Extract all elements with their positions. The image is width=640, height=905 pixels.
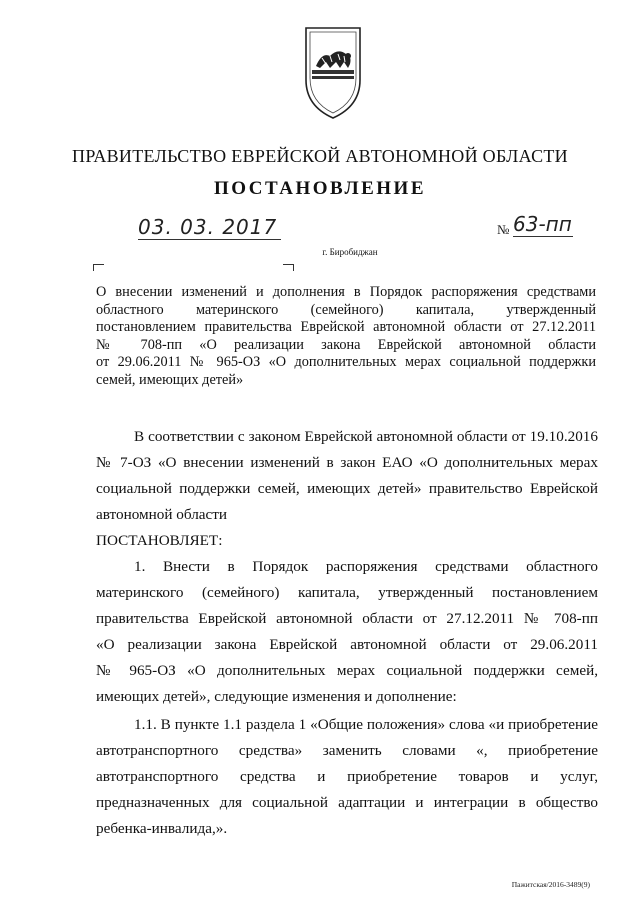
city: г. Биробиджан <box>322 247 378 257</box>
item-1-1-paragraph <box>96 712 598 842</box>
subject-line: от 29.06.2011 № 965-ОЗ «О дополнительных мерах социальной поддержки <box>96 354 596 371</box>
coat-of-arms-icon <box>300 18 366 122</box>
subject-line: семей, имеющих детей» <box>96 371 244 388</box>
paragraph-line: правительства Еврейской автономной области от 27.12.2011 № 708-пп <box>96 610 598 627</box>
paragraph-line: социальной поддержки семей, имеющих детей» правительство Еврейской <box>96 480 598 497</box>
subject-line: областного материнского (семейного) капитала, утвержденный <box>96 301 596 318</box>
paragraph-line: автономной области <box>96 506 228 523</box>
preamble-paragraph <box>96 424 598 528</box>
document-subject <box>96 284 596 390</box>
paragraph-line: материнского (семейного) капитала, утвержденный постановлением <box>96 584 598 601</box>
paragraph-line: 1.1. В пункте 1.1 раздела 1 «Общие положения» слова «и приобретение <box>134 716 598 733</box>
paragraph-line: имеющих детей», следующие изменения и дополнение: <box>96 688 457 705</box>
paragraph-line: предназначенных для социальной адаптации и интеграции в общество <box>96 794 598 811</box>
item-1-paragraph <box>96 554 598 710</box>
government-name: ПРАВИТЕЛЬСТВО ЕВРЕЙСКОЙ АВТОНОМНОЙ ОБЛАСТИ <box>72 146 568 166</box>
number-sign: № <box>497 222 510 237</box>
document-type: ПОСТАНОВЛЕНИЕ <box>213 178 427 199</box>
paragraph-line: № 965-ОЗ «О дополнительных мерах социальной поддержки семей, <box>96 662 598 679</box>
paragraph-line: ребенка-инвалида,». <box>96 820 228 837</box>
paragraph-line: В соответствии с законом Еврейской автономной области от 19.10.2016 <box>134 428 598 445</box>
subject-corner-right <box>283 264 294 271</box>
footer-reference: Пажитская/2016-3489(9) <box>511 880 590 889</box>
paragraph-line: автотранспортного средства и приобретение товаров и услуг, <box>96 768 598 785</box>
subject-line: постановлением правительства Еврейской автономной области от 27.12.2011 <box>96 319 596 336</box>
decree-word: ПОСТАНОВЛЯЕТ: <box>96 532 223 549</box>
subject-line: О внесении изменений и дополнения в Порядок распоряжения средствами <box>96 284 596 300</box>
paragraph-line: 1. Внести в Порядок распоряжения средствами областного <box>134 558 598 575</box>
subject-corner-left <box>93 264 104 271</box>
document-number: 63-пп <box>513 212 572 236</box>
subject-line: № 708-пп «О реализации закона Еврейской автономной области <box>96 336 596 353</box>
document-date: 03. 03. 2017 <box>138 215 281 240</box>
paragraph-line: автотранспортного средства» заменить словами «, приобретение <box>96 742 598 759</box>
paragraph-line: № 7-ОЗ «О внесении изменений в закон ЕАО «О дополнительных мерах <box>96 454 598 471</box>
paragraph-line: «О реализации закона Еврейской автономной области от 29.06.2011 <box>96 636 598 653</box>
